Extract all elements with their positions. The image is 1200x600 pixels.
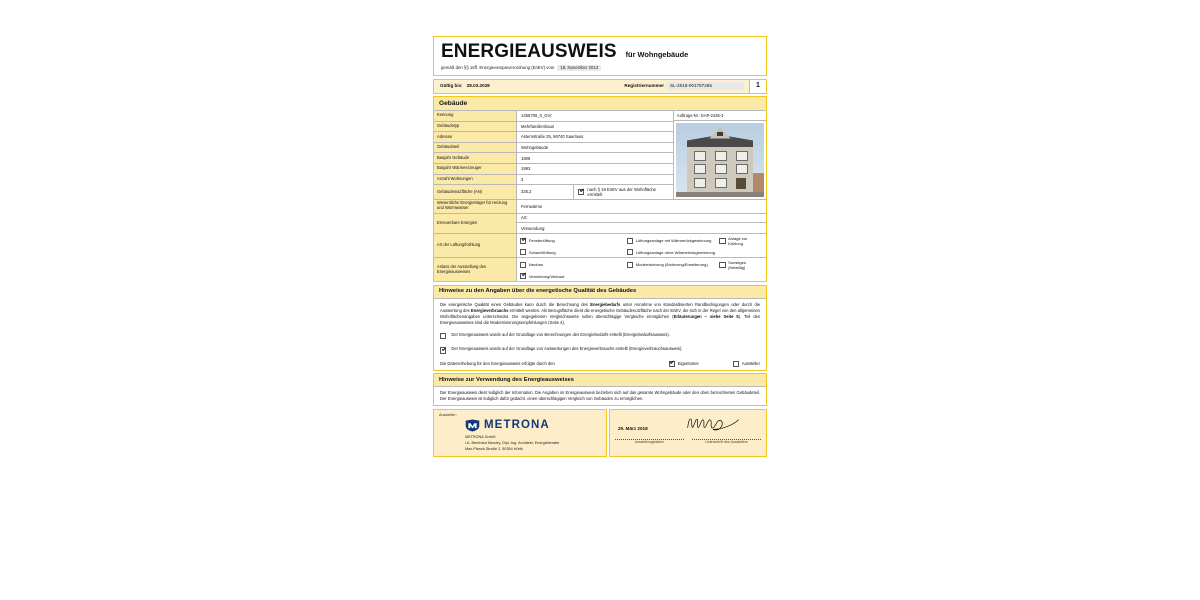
legal-basis-date: 18. November 2013 (557, 65, 601, 72)
building-fields (434, 111, 673, 199)
issuer-company: METRONA GmbH (465, 435, 496, 440)
table-row-energy-carrier (434, 200, 766, 214)
photo-window (715, 178, 728, 188)
option-label: Anlage zur Kühlung (728, 235, 748, 246)
table-row-renewables (434, 214, 766, 234)
renewable-use-label: Verwendung: (521, 225, 546, 231)
photo-gable-window (717, 132, 722, 136)
option-label: Modernisierung (Änderung/Erweiterung) (635, 262, 708, 268)
checkbox[interactable] (520, 249, 526, 255)
ventilation-options-row-1 (520, 236, 763, 246)
field-label: Kennung (434, 111, 517, 121)
photo-window (736, 164, 749, 174)
field-value: 1993 (517, 164, 673, 174)
data-collection-option-eigentuemer[interactable] (669, 361, 699, 367)
photo-window (694, 178, 707, 188)
field-label: Baujahr Wärmeerzeuger (434, 164, 517, 174)
legal-basis-text: gemäß den §§ 16ff. Energieeinsparverordnung (EnEV) vom (441, 65, 555, 71)
issue-date-caption-col (615, 439, 684, 445)
option-label: Eigentümer (677, 361, 699, 367)
building-body (434, 111, 766, 199)
floor-area-label: Gebäudenutzfläche (AN) (434, 185, 517, 199)
checkbox[interactable] (520, 273, 526, 279)
checkbox[interactable] (669, 361, 675, 367)
legal-basis-line (441, 65, 759, 72)
option-label: Vermietung/Verkauf (528, 273, 565, 279)
checkbox[interactable] (627, 249, 633, 255)
photo-window (694, 151, 707, 161)
occasion-options-row-2 (520, 273, 763, 279)
issuer-footer (433, 409, 767, 458)
renewable-type-label: Art: (521, 215, 528, 221)
para-part: ). Teil des Energieausweises sind die Modernisierungsempfehlungen (Seite 4). (440, 313, 760, 325)
data-collection-row (440, 361, 760, 367)
field-label: Anzahl Wohnungen (434, 175, 517, 185)
signature-caption-col (692, 439, 761, 445)
table-row (434, 122, 673, 133)
para-part: Die energetische Qualität eines Gebäudes kann durch die Berechnung des (440, 301, 591, 307)
page-subtitle: für Wohngebäude (625, 50, 689, 59)
photo-window (715, 151, 728, 161)
usage-notes-paragraph: Der Energieausweis dient lediglich der Information. Die Angaben im Energieausweis beziehen sich auf das gesamte Wohngebäude oder den oben bezeichneten Gebäudeteil. Der Energieausweis ist lediglich dafür gedacht, einen überschlägigen Vergleich von Gebäuden zu ermöglichen. (440, 390, 760, 402)
ventilation-options-row-2 (520, 249, 763, 255)
issuer-label: Aussteller: (439, 412, 457, 417)
signature-caption: Unterschrift des Ausstellers (705, 440, 748, 445)
declaration-label: Der Energieausweis wurde auf der Grundlage von Berechnungen des Energiebedarfs erstellt (Energiebedarfsausweis). (451, 331, 670, 337)
floor-area-note-checkbox[interactable] (578, 189, 584, 195)
para-part: unter Annahme von standardisierten Randbedingungen oder durch die Auswertung des (440, 301, 761, 313)
field-label: Gebäudetyp (434, 122, 517, 132)
field-value: 1456706_0_GIV (517, 111, 673, 121)
occasion-option-neubau[interactable] (520, 262, 627, 268)
option-label: Lüftungsanlage ohne Wärmerückgewinnung (635, 249, 715, 255)
occasion-options-row-1 (520, 260, 763, 270)
option-label: Aussteller (741, 361, 760, 367)
table-row-floor-area (434, 185, 673, 199)
building-energy-rows (434, 199, 766, 281)
photo-entrance-door (736, 178, 746, 190)
order-number-value: EAP-2435-3 (701, 112, 724, 118)
field-value: Mehrfamilienhaus (517, 122, 673, 132)
issue-date: 29. März 2018 (618, 425, 648, 431)
ventilation-option-kuehlung[interactable] (719, 236, 763, 246)
field-value: 3 (517, 175, 673, 185)
signature-captions (615, 439, 761, 445)
para-part-bold: Erläuterungen – siehe Seite 5 (673, 313, 739, 319)
table-row (434, 132, 673, 143)
declaration-verbrauchsausweis[interactable] (440, 346, 760, 354)
renewable-use-row (517, 223, 766, 233)
quality-notes-section (433, 285, 767, 371)
registration-group (496, 80, 749, 93)
page-number-badge: 1 (749, 80, 766, 93)
checkbox[interactable] (733, 361, 739, 367)
photo-neighbor-building (753, 173, 764, 192)
issuer-person: i.A. Bernhard Mundry, Dipl.-Ing. Architekt, Energieberater (465, 441, 560, 445)
photo-street (676, 192, 764, 196)
building-photo (676, 123, 764, 197)
checkbox[interactable] (719, 238, 725, 244)
floor-area-note-cell (574, 185, 673, 199)
para-part-bold: Energieverbrauchs (470, 307, 509, 313)
occasion-option-sonstiges[interactable] (719, 260, 763, 270)
validity-strip (433, 79, 767, 94)
field-value: Wohngebäude (517, 143, 673, 153)
metrona-logo (465, 419, 601, 432)
field-label: Adresse (434, 132, 517, 142)
table-row (434, 143, 673, 154)
signature-area (615, 413, 761, 439)
ventilation-option-schachtlueftung[interactable] (520, 249, 627, 255)
order-number-label: Auftrags-Nr.: (677, 112, 700, 118)
validity-group (434, 80, 496, 93)
ventilation-option-ohne-waermerueckgewinnung[interactable] (627, 249, 719, 255)
quality-notes-paragraph (434, 299, 766, 329)
occasion-option-modernisierung[interactable] (627, 262, 719, 268)
occasion-options (517, 258, 766, 281)
option-label: Neubau (528, 262, 544, 268)
validity-value: 28.03.2028 (466, 83, 490, 89)
option-label: Schachtlüftung (528, 249, 556, 255)
table-row (434, 111, 673, 122)
option-label: Lüftungsanlage mit Wärmerückgewinnung (635, 238, 712, 244)
checkbox[interactable] (520, 262, 526, 268)
option-label: Fensterlüftung (528, 238, 555, 244)
floor-area-note-label: nach § 19 EnEV aus der Wohnfläche ermittelt (587, 186, 656, 197)
declaration-label: Der Energieausweis wurde auf der Grundlage von Auswertungen des Energieverbrauchs erstellt (Energieverbrauchsausweis). (451, 346, 683, 352)
energy-carrier-value: Fernwärme (517, 200, 766, 213)
metrona-wordmark: METRONA (484, 419, 550, 432)
issuer-address: Max-Planck-Straße 2, 50354 Hürth (465, 446, 523, 451)
page-title: ENERGIEAUSWEIS (441, 41, 617, 62)
energy-carrier-label: Wesentliche Energieträger für Heizung und Warmwasser (434, 200, 517, 213)
registration-label: Registriernummer (624, 83, 664, 89)
renewable-label: Erneuerbare Energien (434, 214, 517, 233)
issue-date-caption: Ausstellungsdatum (634, 440, 665, 445)
para-part: ermittelt werden. Als Bezugsfläche dient die energetische Gebäudenutzfläche nach der EnEV, die sich in der Regel von den allgemeinen Wohnflächenangaben unterscheidet. Die angegebenen Vergleichswerte sollen überschlägige Vergleiche ermöglichen ( (440, 307, 760, 319)
photo-window (736, 151, 749, 161)
ventilation-options (517, 234, 766, 257)
data-collection-question: Die Datenerhebung für den Energieausweis erfolgte durch den (440, 361, 555, 367)
usage-notes-section (433, 373, 767, 406)
checkbox[interactable] (627, 262, 633, 268)
header-title-row (441, 42, 759, 61)
building-photo-column (673, 111, 766, 199)
photo-window (694, 164, 707, 174)
metrona-mark-icon (465, 419, 480, 432)
usage-notes-title: Hinweise zur Verwendung des Energieausweises (434, 374, 766, 387)
order-number (674, 111, 766, 121)
checkbox[interactable] (440, 333, 446, 339)
document-header (433, 36, 767, 76)
field-value: Asternstraße 25, 66740 Saarlouis (517, 132, 673, 142)
ventilation-label: Art der Lüftung/Kühlung (434, 234, 517, 257)
ventilation-option-mit-waermerueckgewinnung[interactable] (627, 238, 719, 244)
option-label: Sonstiges (freiwillig) (728, 259, 746, 270)
occasion-label: Anlass der Ausstellung des Energieausweises (434, 258, 517, 281)
table-row-occasion (434, 258, 766, 281)
quality-notes-title: Hinweise zu den Angaben über die energetische Qualität des Gebäudes (434, 286, 766, 299)
validity-label: Gültig bis: (440, 83, 463, 89)
checkbox[interactable] (719, 262, 725, 268)
table-row (434, 175, 673, 186)
declaration-bedarfsausweis[interactable] (440, 332, 760, 340)
building-section-title: Gebäude (434, 97, 766, 111)
table-row (434, 153, 673, 164)
renewable-type-row (517, 214, 766, 224)
table-row-ventilation (434, 234, 766, 258)
declaration-block (434, 329, 766, 370)
data-collection-option-aussteller[interactable] (733, 361, 760, 367)
building-section (433, 96, 767, 282)
renewable-values (517, 214, 766, 233)
checkbox[interactable] (627, 238, 633, 244)
issuer-block (433, 409, 607, 458)
checkbox[interactable] (520, 238, 526, 244)
para-part-bold: Energiebedarfs (590, 301, 621, 307)
registration-value: SL-2018-001787265 (667, 82, 744, 89)
field-value: 1908 (517, 153, 673, 163)
occasion-option-vermietung-verkauf[interactable] (520, 273, 627, 279)
floor-area-value: 325,2 (517, 185, 574, 199)
energy-certificate-document (433, 36, 767, 457)
field-label: Gebäudeteil (434, 143, 517, 153)
ventilation-option-fensterlueftung[interactable] (520, 238, 627, 244)
issuer-address-block (465, 435, 601, 452)
field-label: Baujahr Gebäude (434, 153, 517, 163)
photo-window (715, 164, 728, 174)
table-row (434, 164, 673, 175)
signature-block (609, 409, 767, 458)
checkbox[interactable] (440, 347, 446, 353)
signature-icon (685, 414, 741, 433)
